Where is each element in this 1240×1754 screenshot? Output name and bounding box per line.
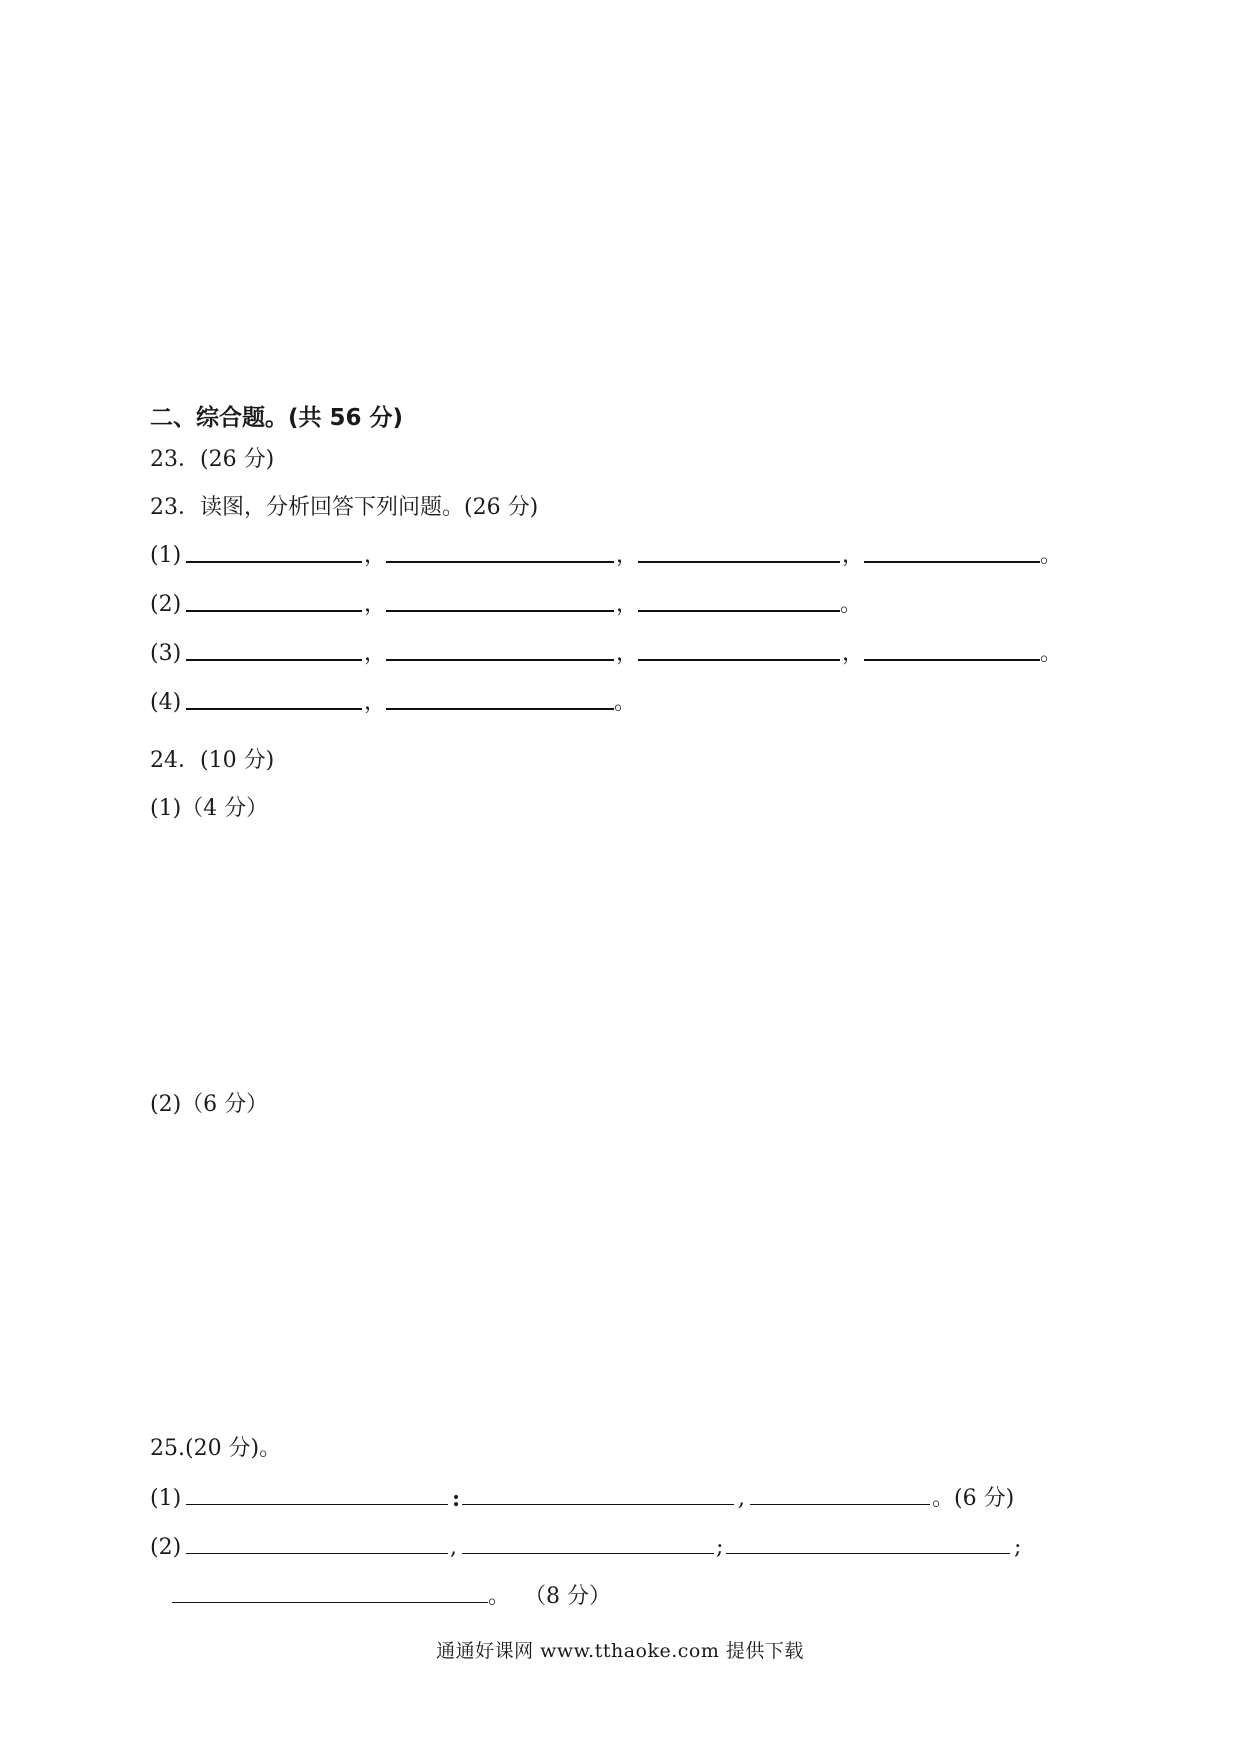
answer-blank[interactable]	[186, 1486, 448, 1505]
comma: ，	[364, 690, 387, 715]
section-title: 二、综合题。(共 56 分)	[150, 405, 404, 431]
answer-blank[interactable]	[462, 1535, 714, 1554]
answer-blank[interactable]	[462, 1486, 734, 1505]
comma: ，	[616, 543, 639, 568]
q23-item-4	[150, 690, 1110, 720]
answer-blank[interactable]	[386, 641, 614, 661]
period: 。	[1040, 543, 1063, 568]
answer-blank[interactable]	[386, 543, 614, 563]
answer-blank[interactable]	[638, 592, 840, 612]
q23-score-line: 23．(26 分)	[150, 447, 275, 472]
semicolon: ;	[1014, 1535, 1022, 1560]
period: 。	[1040, 641, 1063, 666]
comma: ，	[364, 592, 387, 617]
q23-item-2	[150, 592, 1110, 622]
answer-blank[interactable]	[386, 690, 614, 710]
semicolon: ;	[716, 1535, 724, 1560]
q23-item-3-label: (3)	[150, 641, 182, 666]
q23-item-2-label: (2)	[150, 592, 182, 617]
q25-part-1-label: (1)	[150, 1486, 182, 1511]
answer-blank[interactable]	[638, 641, 840, 661]
comma: ，	[616, 592, 639, 617]
answer-blank[interactable]	[638, 543, 840, 563]
q25-part-2	[150, 1535, 1110, 1565]
answer-blank[interactable]	[186, 641, 362, 661]
q25-part-2-label: (2)	[150, 1535, 182, 1560]
q23-item-3	[150, 641, 1110, 671]
part-end: 。(6 分)	[932, 1486, 1015, 1511]
q24-part-2: (2)（6 分）	[150, 1092, 269, 1117]
q25-part-1	[150, 1486, 1110, 1516]
answer-blank[interactable]	[186, 1535, 448, 1554]
footer-text: 通通好课网 www.tthaoke.com 提供下载	[436, 1640, 804, 1662]
answer-area[interactable]	[150, 830, 1050, 1080]
answer-blank[interactable]	[864, 543, 1040, 563]
period: 。	[614, 690, 637, 715]
q23-item-1-label: (1)	[150, 543, 182, 568]
answer-blank[interactable]	[750, 1486, 930, 1505]
part-end: 。 （8 分）	[488, 1584, 611, 1609]
answer-area[interactable]	[150, 1126, 1050, 1426]
period: 。	[840, 592, 863, 617]
q25-part-2-cont	[150, 1584, 1110, 1614]
comma: ，	[364, 641, 387, 666]
comma: ，	[842, 641, 865, 666]
answer-blank[interactable]	[186, 592, 362, 612]
answer-blank[interactable]	[186, 690, 362, 710]
comma: ，	[616, 641, 639, 666]
q23-item-4-label: (4)	[150, 690, 182, 715]
q23-prompt: 23．读图，分析回答下列问题。(26 分)	[150, 495, 539, 520]
answer-blank[interactable]	[864, 641, 1040, 661]
comma: ,	[450, 1535, 457, 1560]
q24-part-1: (1)（4 分）	[150, 796, 269, 821]
colon: :	[452, 1486, 461, 1512]
comma: ,	[738, 1486, 745, 1511]
answer-blank[interactable]	[386, 592, 614, 612]
q23-item-1	[150, 543, 1110, 573]
comma: ，	[842, 543, 865, 568]
answer-blank[interactable]	[726, 1535, 1010, 1554]
q24-score-line: 24．(10 分)	[150, 748, 275, 773]
answer-blank[interactable]	[172, 1584, 488, 1603]
answer-blank[interactable]	[186, 543, 362, 563]
comma: ，	[364, 543, 387, 568]
q25-score-line: 25.(20 分)。	[150, 1436, 282, 1461]
